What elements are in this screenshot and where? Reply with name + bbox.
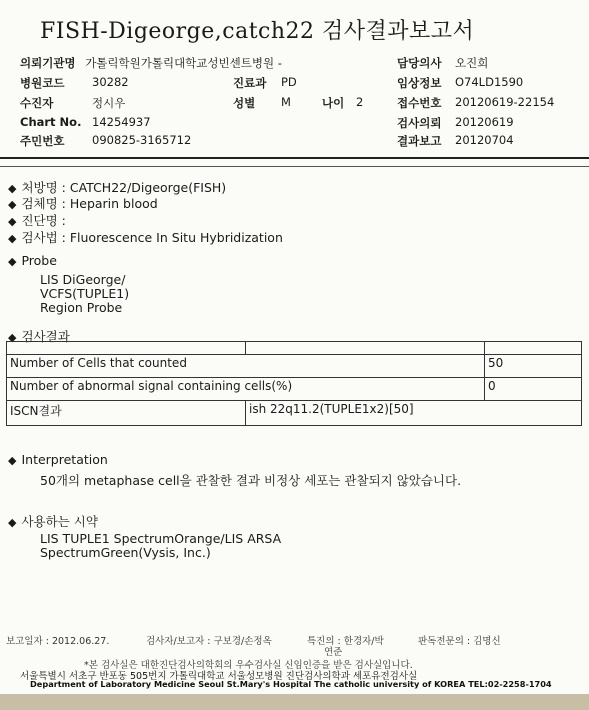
specimen-text: 검체명 : Heparin blood <box>21 196 158 211</box>
patient-label: 수진자 <box>20 96 54 110</box>
table-cell-value: 0 <box>485 378 582 401</box>
interpretation-heading <box>8 452 108 467</box>
diamond-bullet-icon: ◆ <box>8 198 17 211</box>
header-row-chart-no <box>20 115 151 129</box>
footer-specialist-continued: 연준 <box>324 647 343 658</box>
footer-department: Department of Laboratory Medicine Seoul St.Mary's Hospital The catholic university of KOREA TEL:02-2258-1704 <box>30 679 552 689</box>
probe-heading <box>8 253 57 268</box>
specimen-line <box>8 194 158 212</box>
diamond-bullet-icon: ◆ <box>8 182 17 195</box>
table-cell-label: Number of abnormal signal containing cells(%) <box>7 378 485 401</box>
resident-id-label: 주민번호 <box>20 134 65 148</box>
department-value: PD <box>281 75 297 89</box>
header-row-doctor <box>397 55 489 71</box>
prescription-text: 처방명 : CATCH22/Digeorge(FISH) <box>21 180 227 195</box>
diamond-bullet-icon: ◆ <box>8 255 17 268</box>
table-cell-value: ish 22q11.2(TUPLE1x2)[50] <box>246 401 582 426</box>
footer-technician: 검사자/보고자 : 구보경/손정옥 <box>146 636 272 647</box>
request-date-value: 20120619 <box>455 115 514 129</box>
footer-address: 서울특별시 서초구 반포동 505번지 가톨릭대학교 서울성모병원 진단검사의학과 세포유전검사실 <box>20 671 418 682</box>
age-label: 나이 <box>322 96 345 110</box>
probe-line: Region Probe <box>40 300 123 315</box>
header-divider <box>0 157 589 159</box>
patient-value: 정시우 <box>92 96 126 110</box>
table-cell-label: ISCN결과 <box>7 401 246 426</box>
sex-label: 성별 <box>233 96 256 110</box>
header-row-request-date <box>397 115 514 131</box>
result-label: 검사결과 <box>21 329 70 344</box>
interpretation-text: 50개의 metaphase cell을 관찰한 결과 비정상 세포는 관찰되지 않았습니다. <box>40 473 462 488</box>
chart-no-label: Chart No. <box>20 115 82 129</box>
table-row <box>7 355 582 378</box>
footer-reading-doctor: 판독전문의 : 김명신 <box>418 636 501 647</box>
receipt-no-label: 접수번호 <box>397 96 442 110</box>
probe-line: LIS DiGeorge/ <box>40 272 126 287</box>
doctor-label: 담당의사 <box>397 56 442 70</box>
age-value: 2 <box>356 95 364 109</box>
method-text: 검사법 : Fluorescence In Situ Hybridization <box>21 230 283 245</box>
report-title: FISH-Digeorge,catch22 검사결과보고서 <box>40 19 475 44</box>
header-divider-thin <box>0 166 589 167</box>
report-date-label: 결과보고 <box>397 134 442 148</box>
results-table <box>6 341 582 426</box>
report-date-value: 20120704 <box>455 133 514 147</box>
diamond-bullet-icon: ◆ <box>8 454 17 467</box>
institution-value: 가톨릭학원가톨릭대학교성빈센트병원 - <box>85 56 282 70</box>
diamond-bullet-icon: ◆ <box>8 331 17 344</box>
header-row-age <box>322 95 364 111</box>
reagent-text-block <box>40 532 281 560</box>
footer-report-date: 보고일자 : 2012.06.27. <box>6 636 110 647</box>
clinical-info-value: O74LD1590 <box>455 75 524 89</box>
probe-label: Probe <box>21 253 57 268</box>
page-bottom-edge <box>0 694 589 710</box>
interpretation-label: Interpretation <box>21 452 108 467</box>
doctor-value: 오진희 <box>455 56 489 70</box>
reagent-label: 사용하는 시약 <box>21 514 98 529</box>
diamond-bullet-icon: ◆ <box>8 516 17 529</box>
resident-id-value: 090825-3165712 <box>92 133 192 147</box>
probe-text-block <box>40 273 129 315</box>
diamond-bullet-icon: ◆ <box>8 232 17 245</box>
footer-specialist: 특진의 : 한경자/박 <box>307 636 384 647</box>
diagnosis-text: 진단명 : <box>21 213 66 228</box>
diagnosis-line <box>8 211 66 229</box>
header-row-report-date <box>397 133 514 149</box>
header-row-receipt-no <box>397 95 555 111</box>
probe-line: VCFS(TUPLE1) <box>40 286 130 301</box>
diamond-bullet-icon: ◆ <box>8 215 17 228</box>
reagent-line: LIS TUPLE1 SpectrumOrange/LIS ARSA <box>40 531 282 546</box>
table-cell-label: Number of Cells that counted <box>7 355 485 378</box>
footer-certification: *본 검사실은 대한진단검사의학회의 우수검사실 신임인증을 받은 검사실입니다. <box>84 660 413 671</box>
header-row-institution <box>20 55 282 71</box>
header-row-hospital-code <box>20 75 129 91</box>
institution-label: 의뢰기관명 <box>20 56 76 70</box>
method-line <box>8 228 283 246</box>
reagent-line: SpectrumGreen(Vysis, Inc.) <box>40 545 211 560</box>
chart-no-value: 14254937 <box>92 115 151 129</box>
sex-value: M <box>281 95 291 109</box>
header-row-clinical-info <box>397 75 524 91</box>
receipt-no-value: 20120619-22154 <box>455 95 555 109</box>
hospital-code-label: 병원코드 <box>20 76 65 90</box>
department-label: 진료과 <box>233 76 267 90</box>
table-row <box>7 401 582 426</box>
header-row-department <box>233 75 297 91</box>
header-row-sex <box>233 95 291 111</box>
table-header-row <box>7 342 582 355</box>
request-date-label: 검사의뢰 <box>397 116 442 130</box>
header-row-patient <box>20 95 126 111</box>
hospital-code-value: 30282 <box>92 75 129 89</box>
table-row <box>7 378 582 401</box>
reagent-heading <box>8 512 98 530</box>
table-cell-value: 50 <box>485 355 582 378</box>
clinical-info-label: 임상정보 <box>397 76 442 90</box>
header-row-resident-id <box>20 133 192 149</box>
